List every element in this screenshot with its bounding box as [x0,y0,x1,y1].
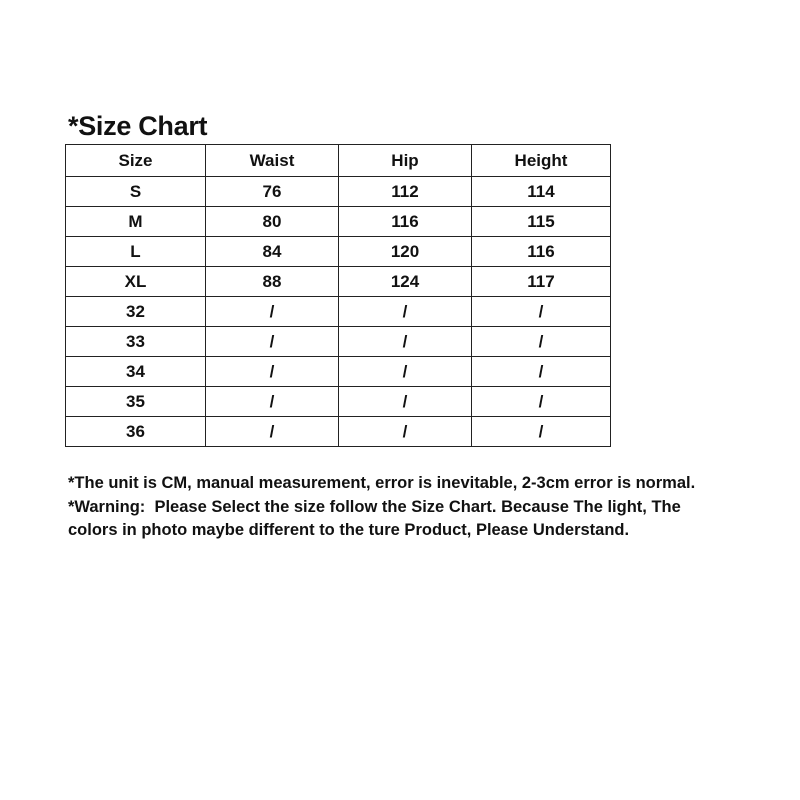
warning-note-line-1: *Warning: Please Select the size follow the Size Chart. Because The light, The [68,497,681,516]
cell-waist: / [206,357,339,387]
cell-height: / [472,297,611,327]
table-row [66,237,611,267]
table-row [66,297,611,327]
cell-size: 36 [66,417,206,447]
cell-hip: / [339,417,472,447]
cell-hip: / [339,327,472,357]
table-row [66,207,611,237]
unit-note: *The unit is CM, manual measurement, error is inevitable, 2-3cm error is normal. [68,474,696,492]
table-row [66,177,611,207]
table-row [66,417,611,447]
cell-size: S [66,177,206,207]
cell-size: XL [66,267,206,297]
table-header-row [66,145,611,177]
cell-hip: / [339,297,472,327]
table-row [66,357,611,387]
cell-height: 117 [472,267,611,297]
header-size: Size [66,145,206,177]
cell-height: 116 [472,237,611,267]
cell-height: 115 [472,207,611,237]
cell-hip: 120 [339,237,472,267]
warning-note-line-2: colors in photo maybe different to the ture Product, Please Understand. [68,521,630,539]
header-height: Height [472,145,611,177]
cell-hip: 124 [339,267,472,297]
header-hip: Hip [339,145,472,177]
table-row [66,387,611,417]
cell-size: M [66,207,206,237]
cell-size: 32 [66,297,206,327]
notes-block [68,472,788,543]
cell-size: 34 [66,357,206,387]
size-chart-title: *Size Chart [68,111,208,141]
cell-waist: 88 [206,267,339,297]
cell-hip: / [339,357,472,387]
header-waist: Waist [206,145,339,177]
cell-size: L [66,237,206,267]
cell-hip: 116 [339,207,472,237]
cell-size: 35 [66,387,206,417]
cell-waist: / [206,387,339,417]
cell-hip: / [339,387,472,417]
cell-waist: / [206,297,339,327]
cell-height: / [472,327,611,357]
cell-waist: 76 [206,177,339,207]
cell-waist: 80 [206,207,339,237]
cell-height: 114 [472,177,611,207]
cell-height: / [472,387,611,417]
table-row [66,327,611,357]
cell-waist: / [206,327,339,357]
cell-height: / [472,417,611,447]
cell-waist: 84 [206,237,339,267]
size-chart-table [65,144,611,447]
cell-hip: 112 [339,177,472,207]
cell-size: 33 [66,327,206,357]
cell-height: / [472,357,611,387]
cell-waist: / [206,417,339,447]
table-row [66,267,611,297]
